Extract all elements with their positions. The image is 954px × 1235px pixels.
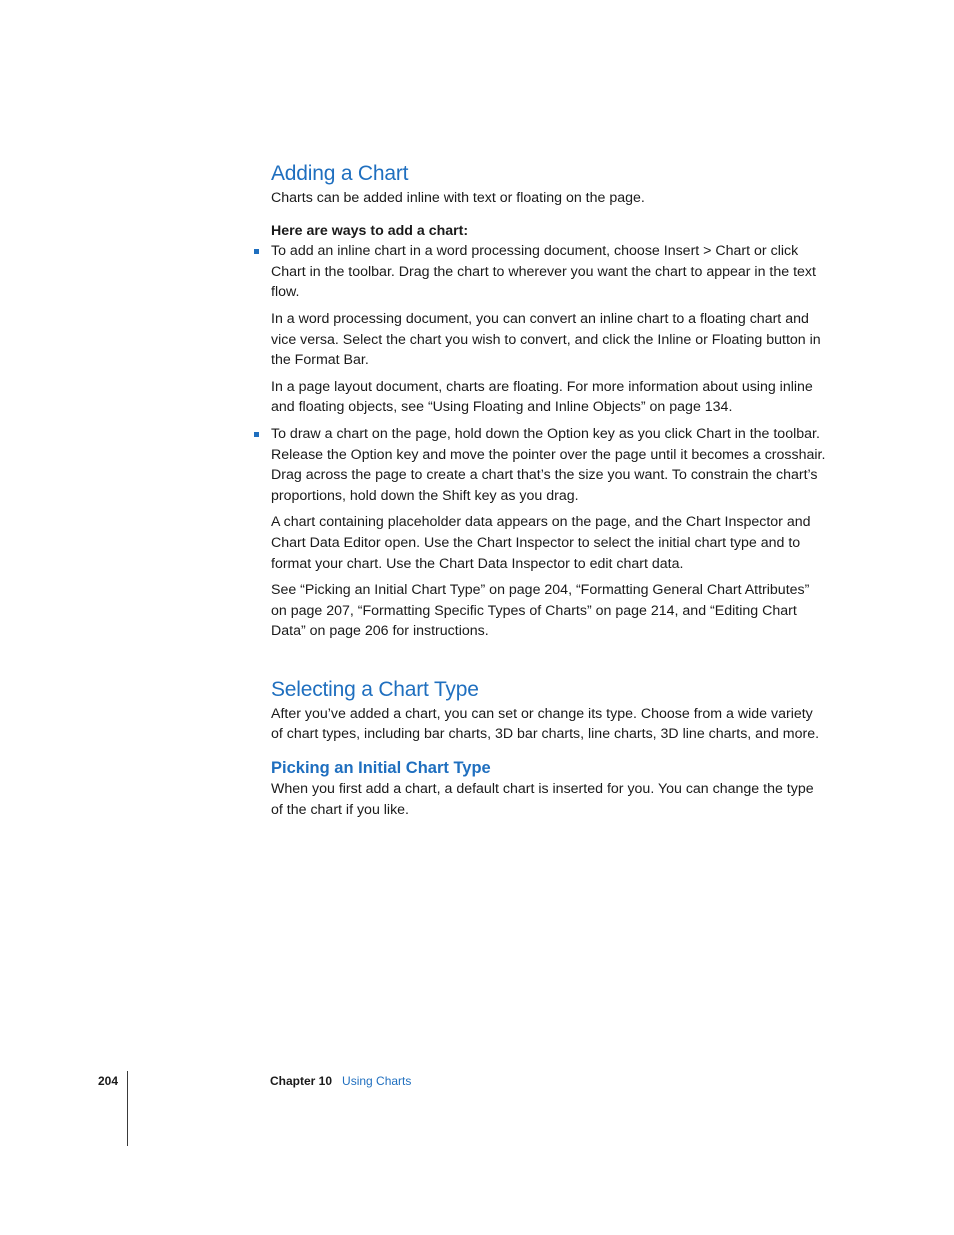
- adding-intro: Charts can be added inline with text or floating on the page.: [271, 190, 645, 206]
- bullet-1-para-2: In a word processing document, you can convert an inline chart to a floating chart and vice versa. Select the chart you wish to convert, and click the Inline or Floating button in the Format Bar.: [271, 310, 821, 369]
- bullet-2-text: To draw a chart on the page, hold down the Option key as you click Chart in the toolbar. Release the Option key and move the pointer over the page until it becomes a crosshair. Drag across the page to create a chart that’s the size you want. To constrain the chart’s proportions, hold down the Shift key as you drag.: [271, 425, 826, 504]
- bullet-1-text: To add an inline chart in a word processing document, choose Insert > Chart or click Chart in the toolbar. Drag the chart to wherever you want the chart to appear in the text flow.: [271, 243, 816, 301]
- bullet-item-inline: [271, 241, 827, 303]
- heading-adding-a-chart: Adding a Chart: [271, 162, 409, 185]
- square-bullet-icon: [254, 249, 259, 254]
- footer-chapter: [270, 1073, 411, 1089]
- ways-label: Here are ways to add a chart:: [271, 222, 469, 239]
- footer-divider: [127, 1071, 128, 1146]
- bullet-2-para-2: A chart containing placeholder data appears on the page, and the Chart Inspector and Chart Data Editor open. Use the Chart Inspector to select the initial chart type and to format your chart. Use the Chart Data Inspector to edit chart data.: [271, 514, 811, 572]
- chapter-label: Chapter 10: [270, 1074, 333, 1088]
- page-number: 204: [98, 1074, 119, 1088]
- bullet-2-para-3: See “Picking an Initial Chart Type” on page 204, “Formatting General Chart Attributes” on page 207, “Formatting Specific Types of Charts” on page 214, and “Editing Chart Data” on page 206 for instructions.: [271, 582, 810, 640]
- page-content: [271, 160, 827, 820]
- picking-intro: When you first add a chart, a default chart is inserted for you. You can change the type of the chart if you like.: [271, 781, 814, 818]
- heading-picking-initial-chart-type: Picking an Initial Chart Type: [271, 759, 491, 778]
- square-bullet-icon: [254, 432, 259, 437]
- chapter-title: Using Charts: [342, 1074, 412, 1088]
- bullet-item-draw: [271, 424, 827, 506]
- selecting-intro: After you’ve added a chart, you can set or change its type. Choose from a wide variety of chart types, including bar charts, 3D bar charts, line charts, 3D line charts, and more.: [271, 705, 820, 743]
- bullet-1-para-3: In a page layout document, charts are floating. For more information about using inline and floating objects, see “Using Floating and Inline Objects” on page 134.: [271, 378, 813, 416]
- heading-selecting-a-chart-type: Selecting a Chart Type: [271, 677, 479, 701]
